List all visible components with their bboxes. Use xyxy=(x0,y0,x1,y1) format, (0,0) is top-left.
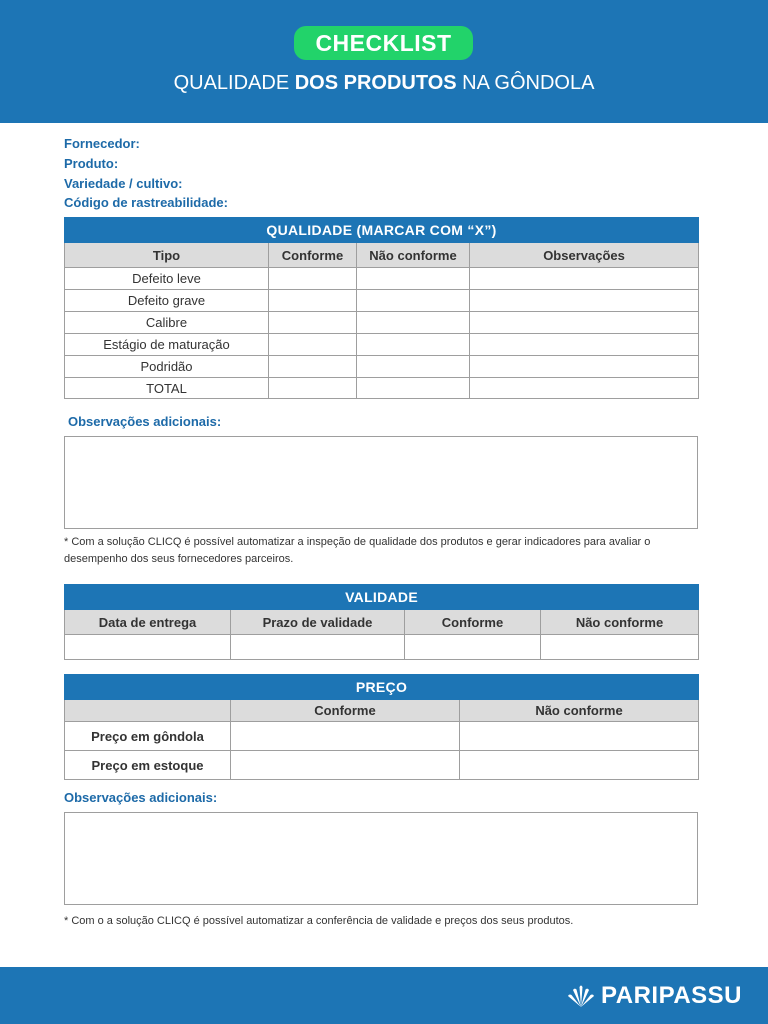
validity-table xyxy=(64,584,699,660)
col-prazo-validade: Prazo de validade xyxy=(231,610,405,635)
field-variety[interactable]: Variedade / cultivo: xyxy=(64,175,183,191)
col-nao-conforme: Não conforme xyxy=(460,700,699,722)
quality-table xyxy=(64,217,699,399)
col-conforme: Conforme xyxy=(269,243,357,268)
cell-nao-conforme[interactable] xyxy=(460,751,699,780)
cell-nao-conforme[interactable] xyxy=(357,290,470,312)
cell-nao-conforme[interactable] xyxy=(357,378,470,399)
cell-nao-conforme[interactable] xyxy=(357,312,470,334)
cell-conforme[interactable] xyxy=(231,751,460,780)
cell-conforme[interactable] xyxy=(269,290,357,312)
row-label: Preço em estoque xyxy=(65,751,231,780)
field-traceability-code[interactable]: Código de rastreabilidade: xyxy=(64,195,228,211)
col-data-entrega: Data de entrega xyxy=(65,610,231,635)
row-label: TOTAL xyxy=(65,378,269,399)
info-fields xyxy=(64,134,228,213)
subtitle-bold: DOS PRODUTOS xyxy=(294,72,457,94)
cell-observacoes[interactable] xyxy=(470,334,699,356)
cell-nao-conforme[interactable] xyxy=(460,722,699,751)
row-label: Defeito leve xyxy=(65,268,269,290)
cell-conforme[interactable] xyxy=(269,312,357,334)
row-label: Preço em gôndola xyxy=(65,722,231,751)
subtitle-part2: NA GÔNDOLA xyxy=(456,72,595,94)
table-row xyxy=(65,290,699,312)
obs1-textarea[interactable] xyxy=(64,436,698,529)
price-table-title: PREÇO xyxy=(65,675,699,700)
subtitle-part1: QUALIDADE xyxy=(173,72,295,94)
cell-conforme[interactable] xyxy=(269,356,357,378)
cell-prazo-validade[interactable] xyxy=(231,635,405,660)
cell-observacoes[interactable] xyxy=(470,312,699,334)
cell-nao-conforme[interactable] xyxy=(541,635,699,660)
cell-conforme[interactable] xyxy=(231,722,460,751)
price-table xyxy=(64,674,699,780)
row-label: Podridão xyxy=(65,356,269,378)
table-row xyxy=(65,751,699,780)
col-tipo: Tipo xyxy=(65,243,269,268)
obs1-label: Observações adicionais: xyxy=(68,414,222,429)
cell-conforme[interactable] xyxy=(269,378,357,399)
quality-table-title: QUALIDADE (MARCAR COM “X”) xyxy=(65,218,699,243)
cell-observacoes[interactable] xyxy=(470,268,699,290)
row-label: Calibre xyxy=(65,312,269,334)
obs2-textarea[interactable] xyxy=(64,812,698,905)
cell-conforme[interactable] xyxy=(405,635,541,660)
cell-observacoes[interactable] xyxy=(470,378,699,399)
note-quality: * Com a solução CLICQ é possível automatizar a inspeção de qualidade dos produtos e gerar indicadores para avaliar o desempenho dos seus fornecedores parceiros. xyxy=(64,536,651,565)
col-observacoes: Observações xyxy=(470,243,699,268)
page-subtitle xyxy=(0,70,768,96)
row-label: Defeito grave xyxy=(65,290,269,312)
cell-nao-conforme[interactable] xyxy=(357,268,470,290)
col-empty xyxy=(65,700,231,722)
table-row xyxy=(65,378,699,399)
cell-observacoes[interactable] xyxy=(470,356,699,378)
field-product[interactable]: Produto: xyxy=(64,155,119,171)
validity-table-title: VALIDADE xyxy=(65,585,699,610)
cell-conforme[interactable] xyxy=(269,268,357,290)
paripassu-logo xyxy=(567,982,742,1010)
table-row xyxy=(65,268,699,290)
table-row xyxy=(65,334,699,356)
table-row xyxy=(65,635,699,660)
col-nao-conforme: Não conforme xyxy=(357,243,470,268)
table-row xyxy=(65,312,699,334)
logo-text: PARIPASSU xyxy=(601,982,742,1009)
cell-nao-conforme[interactable] xyxy=(357,356,470,378)
cell-nao-conforme[interactable] xyxy=(357,334,470,356)
field-supplier[interactable]: Fornecedor: xyxy=(64,136,140,151)
cell-data-entrega[interactable] xyxy=(65,635,231,660)
cell-conforme[interactable] xyxy=(269,334,357,356)
header-bar xyxy=(0,0,768,123)
col-nao-conforme: Não conforme xyxy=(541,610,699,635)
note-validity-price: * Com o a solução CLICQ é possível automatizar a conferência de validade e preços dos seus produtos. xyxy=(64,915,574,927)
col-conforme: Conforme xyxy=(405,610,541,635)
table-row xyxy=(65,356,699,378)
obs2-label: Observações adicionais: xyxy=(64,790,218,805)
checklist-badge: CHECKLIST xyxy=(294,26,473,60)
table-row xyxy=(65,722,699,751)
row-label: Estágio de maturação xyxy=(65,334,269,356)
col-conforme: Conforme xyxy=(231,700,460,722)
cell-observacoes[interactable] xyxy=(470,290,699,312)
leaf-fan-icon xyxy=(567,983,595,1009)
